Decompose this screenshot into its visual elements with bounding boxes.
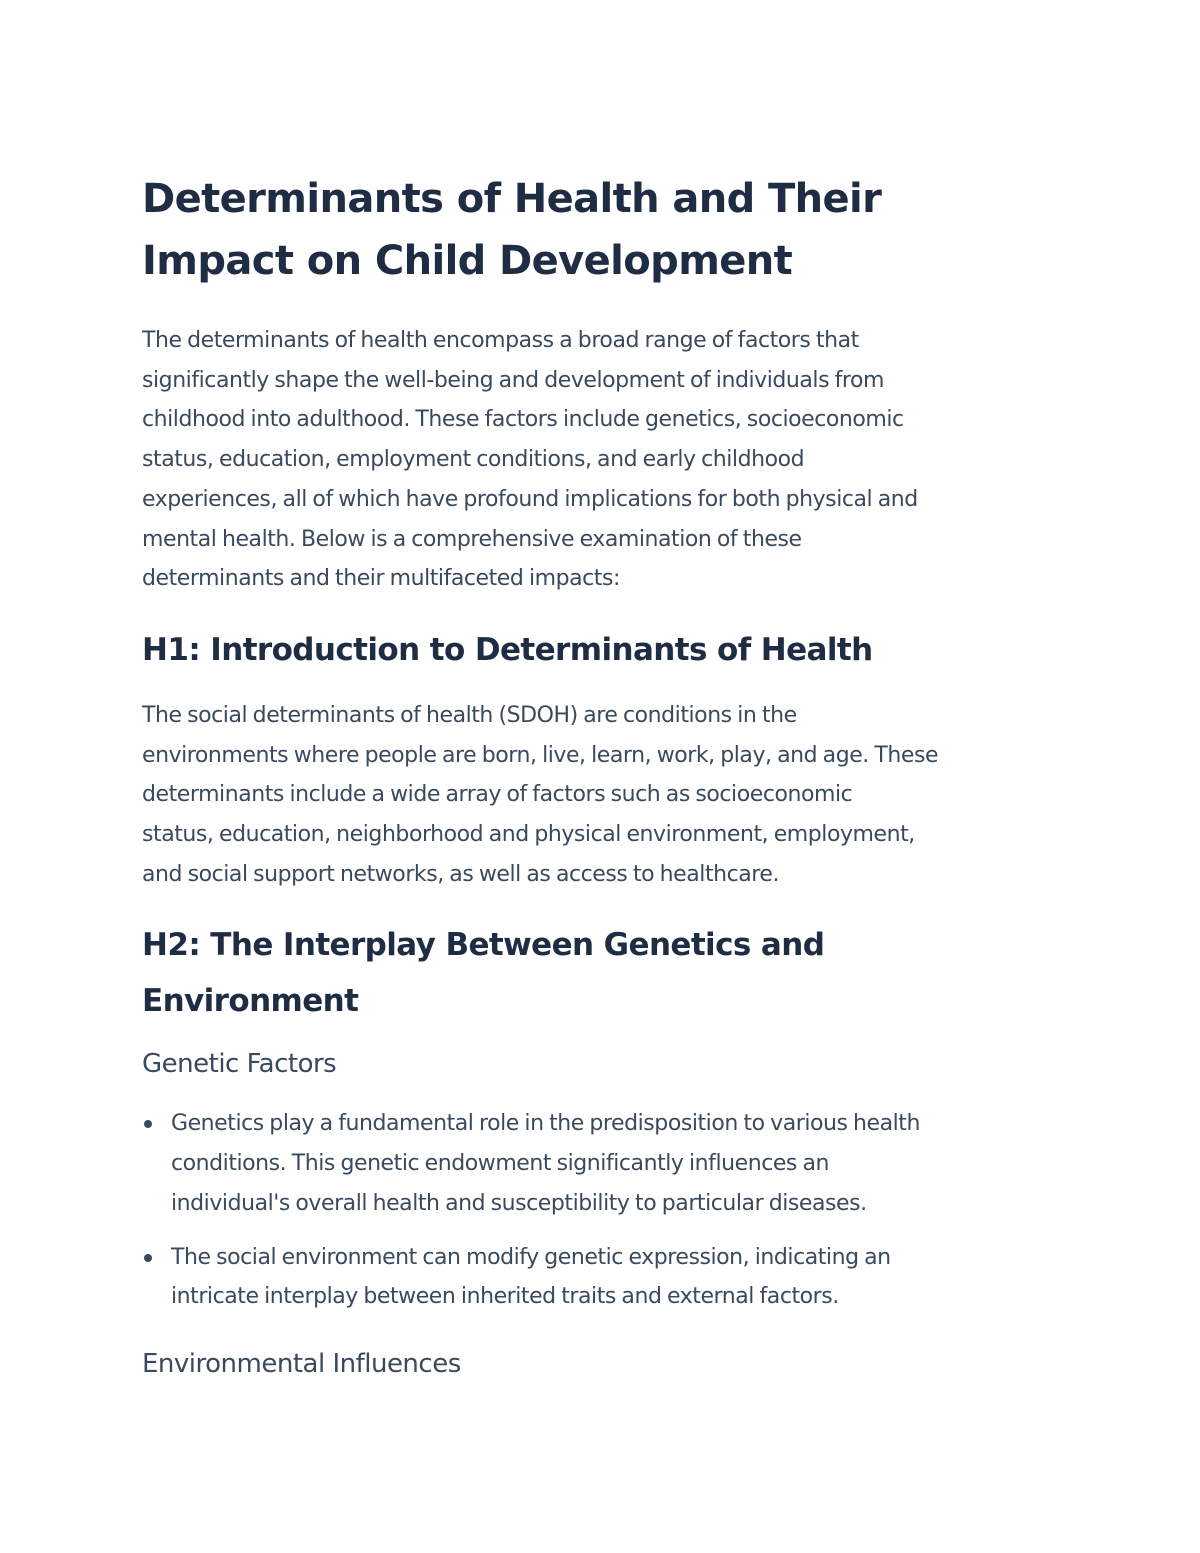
text-line: The determinants of health encompass a broad range of factors that (142, 328, 859, 353)
text-line: The social environment can modify genetic expression, indicating an (171, 1244, 891, 1270)
text-line: Genetics play a fundamental role in the predisposition to various health (171, 1111, 920, 1137)
bullet-icon (144, 1254, 152, 1262)
document-page (142, 168, 1062, 1384)
list-item (142, 1104, 1062, 1223)
text-line: individual's overall health and susceptibility to particular diseases. (171, 1190, 867, 1216)
text-line: The social determinants of health (SDOH) are conditions in the (142, 702, 797, 728)
genetic-factors-list (142, 1104, 1062, 1317)
section-heading-h2 (142, 917, 1062, 1029)
sdoh-paragraph (142, 696, 1062, 895)
text-line: determinants and their multifaceted impacts: (142, 566, 620, 592)
text-line: status, education, employment conditions, and early childhood (142, 447, 805, 473)
text-line: experiences, all of which have profound implications for both physical and (142, 486, 918, 512)
title-line: Impact on Child Development (142, 238, 793, 284)
subheading-environmental-influences: Environmental Influences (142, 1348, 461, 1379)
subheading-genetic-factors: Genetic Factors (142, 1049, 337, 1080)
section-heading-h1: H1: Introduction to Determinants of Health (142, 631, 873, 668)
heading-line: Environment (142, 983, 359, 1020)
text-line: determinants include a wide array of factors such as socioeconomic (142, 782, 853, 808)
intro-paragraph (142, 321, 1062, 599)
text-line: status, education, neighborhood and physical environment, employment, (142, 822, 915, 848)
text-line: and social support networks, as well as access to healthcare. (142, 861, 780, 887)
bullet-icon (144, 1120, 152, 1128)
text-line: conditions. This genetic endowment significantly influences an (171, 1151, 830, 1177)
text-line: intricate interplay between inherited traits and external factors. (171, 1284, 839, 1310)
text-line: childhood into adulthood. These factors include genetics, socioeconomic (142, 407, 904, 433)
text-line: significantly shape the well-being and development of individuals from (142, 367, 885, 393)
document-title (142, 168, 1062, 292)
text-line: environments where people are born, live, learn, work, play, and age. These (142, 742, 939, 768)
text-line: mental health. Below is a comprehensive examination of these (142, 526, 802, 552)
list-item (142, 1238, 1062, 1317)
heading-line: H2: The Interplay Between Genetics and (142, 927, 825, 964)
title-line: Determinants of Health and Their (142, 176, 882, 222)
